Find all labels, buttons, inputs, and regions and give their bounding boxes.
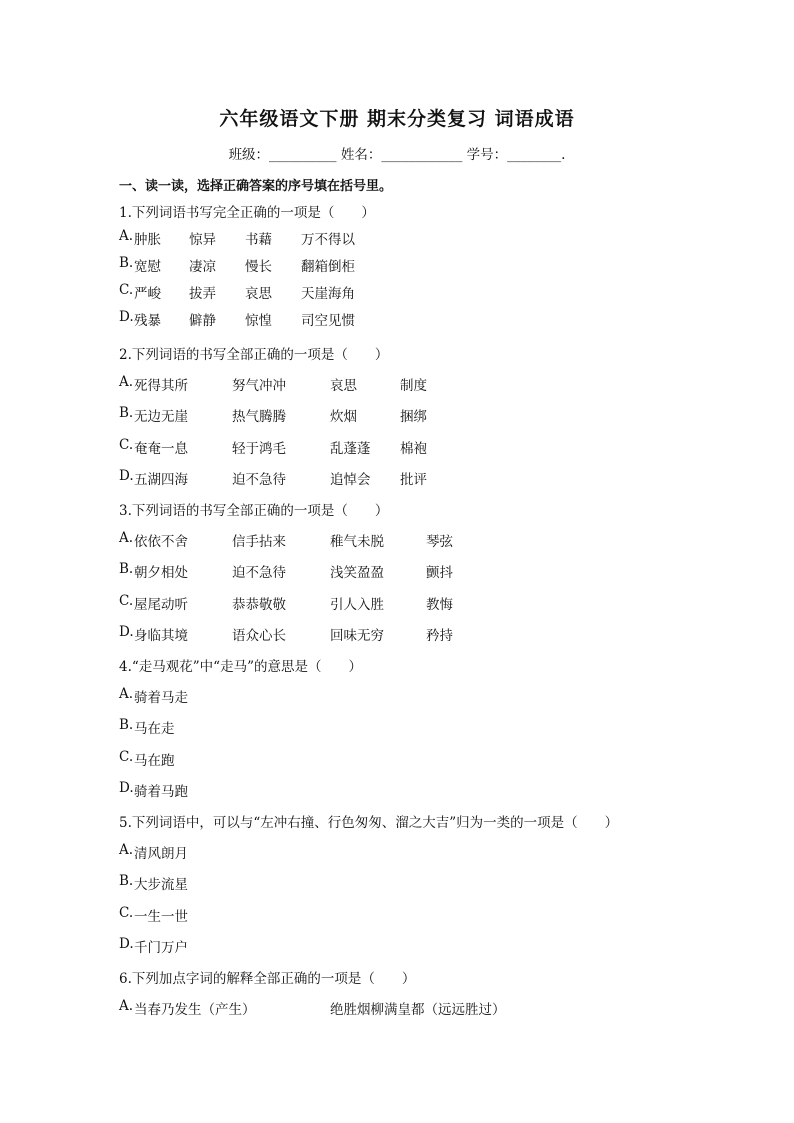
- option-letter: D.: [119, 780, 134, 796]
- option-letter: D.: [119, 624, 134, 640]
- option-word: 浅笑盈盈: [330, 565, 384, 581]
- option-word: 骑着马跑: [134, 784, 188, 800]
- option-word: 千门万户: [134, 940, 188, 956]
- option-word: 宽慰: [134, 259, 161, 275]
- option-word: 语众心长: [232, 628, 286, 644]
- option-word: 清风朗月: [134, 846, 188, 862]
- option-word: 教悔: [426, 597, 453, 613]
- question-stem: 1.下列词语书写完全正确的一项是（ ）: [119, 205, 375, 221]
- option-word: 屋尾动听: [134, 597, 188, 613]
- option-word: 矜持: [426, 628, 453, 644]
- option-word: 一生一世: [134, 909, 188, 925]
- option-word: 引人入胜: [330, 597, 384, 613]
- option-letter: B.: [119, 717, 134, 733]
- option-word: 严峻: [134, 286, 161, 302]
- option-letter: C.: [119, 749, 134, 765]
- option-word: 颤抖: [426, 565, 453, 581]
- question-stem: 6.下列加点字词的解释全部正确的一项是（ ）: [119, 971, 416, 987]
- option-word: 五湖四海: [134, 472, 188, 488]
- question-stem: 4.“走马观花”中“走马”的意思是（ ）: [119, 659, 362, 675]
- option-letter: A.: [119, 686, 134, 702]
- option-word: 骑着马走: [134, 690, 188, 706]
- option-word: 稚气未脱: [330, 534, 384, 550]
- option-word: 翻箱倒柜: [301, 259, 355, 275]
- option-word: 朝夕相处: [134, 565, 188, 581]
- option-word: 恭恭敬敬: [232, 597, 286, 613]
- option-letter: A.: [119, 228, 134, 244]
- option-word: 僻静: [189, 313, 216, 329]
- option-word: 无边无崖: [134, 409, 188, 425]
- option-word: 惊惶: [245, 313, 272, 329]
- option-letter: B.: [119, 561, 134, 577]
- option-letter: D.: [119, 936, 134, 952]
- question-stem: 5.下列词语中，可以与“左冲右撞、行色匆匆、溜之大吉”归为一类的一项是（ ）: [119, 815, 619, 831]
- option-word: 残暴: [134, 313, 161, 329]
- option-word: 哀思: [330, 378, 357, 394]
- option-word: 拔弄: [189, 286, 216, 302]
- option-word: 司空见惯: [301, 313, 355, 329]
- option-letter: C.: [119, 437, 134, 453]
- option-letter: C.: [119, 282, 134, 298]
- option-letter: B.: [119, 255, 134, 271]
- option-letter: B.: [119, 873, 134, 889]
- option-word: 炊烟: [330, 409, 357, 425]
- page-title: 六年级语文下册 期末分类复习 词语成语: [219, 108, 575, 130]
- option-word: 肿胀: [134, 232, 161, 248]
- option-word: 追悼会: [330, 472, 371, 488]
- option-word: 大步流星: [134, 877, 188, 893]
- option-word: 乱蓬蓬: [330, 441, 371, 457]
- option-word: 书藉: [245, 232, 272, 248]
- option-word: 制度: [400, 378, 427, 394]
- option-word: 天崖海角: [301, 286, 355, 302]
- option-word: 绝胜烟柳满皇都（远远胜过）: [330, 1002, 506, 1018]
- option-letter: D.: [119, 309, 134, 325]
- option-word: 迫不急待: [232, 472, 286, 488]
- option-letter: A.: [119, 842, 134, 858]
- option-word: 哀思: [245, 286, 272, 302]
- option-word: 马在跑: [134, 753, 175, 769]
- option-word: 万不得以: [301, 232, 355, 248]
- option-word: 回味无穷: [330, 628, 384, 644]
- option-word: 轻于鸿毛: [232, 441, 286, 457]
- section-heading: 一、读一读，选择正确答案的序号填在括号里。: [119, 179, 393, 194]
- option-word: 棉袍: [400, 441, 427, 457]
- option-letter: A.: [119, 998, 134, 1014]
- option-word: 批评: [400, 472, 427, 488]
- option-word: 热气腾腾: [232, 409, 286, 425]
- option-letter: C.: [119, 905, 134, 921]
- option-letter: C.: [119, 593, 134, 609]
- option-word: 身临其境: [134, 628, 188, 644]
- option-word: 信手拈来: [232, 534, 286, 550]
- option-word: 马在走: [134, 721, 175, 737]
- option-word: 依依不舍: [134, 534, 188, 550]
- option-word: 琴弦: [426, 534, 453, 550]
- option-letter: A.: [119, 374, 134, 390]
- option-word: 死得其所: [134, 378, 188, 394]
- option-letter: D.: [119, 468, 134, 484]
- option-letter: A.: [119, 530, 134, 546]
- option-letter: B.: [119, 405, 134, 421]
- option-word: 凄凉: [189, 259, 216, 275]
- option-word: 迫不急待: [232, 565, 286, 581]
- question-stem: 2.下列词语的书写全部正确的一项是（ ）: [119, 347, 389, 363]
- student-info-line: 班级：__________ 姓名：____________ 学号：________.: [228, 147, 566, 163]
- option-word: 努气冲冲: [232, 378, 286, 394]
- question-stem: 3.下列词语的书写全部正确的一项是（ ）: [119, 503, 389, 519]
- option-word: 捆绑: [400, 409, 427, 425]
- option-word: 慢长: [245, 259, 272, 275]
- option-word: 奄奄一息: [134, 441, 188, 457]
- option-word: 惊异: [189, 232, 216, 248]
- option-word: 当春乃发生（产生）: [134, 1002, 256, 1018]
